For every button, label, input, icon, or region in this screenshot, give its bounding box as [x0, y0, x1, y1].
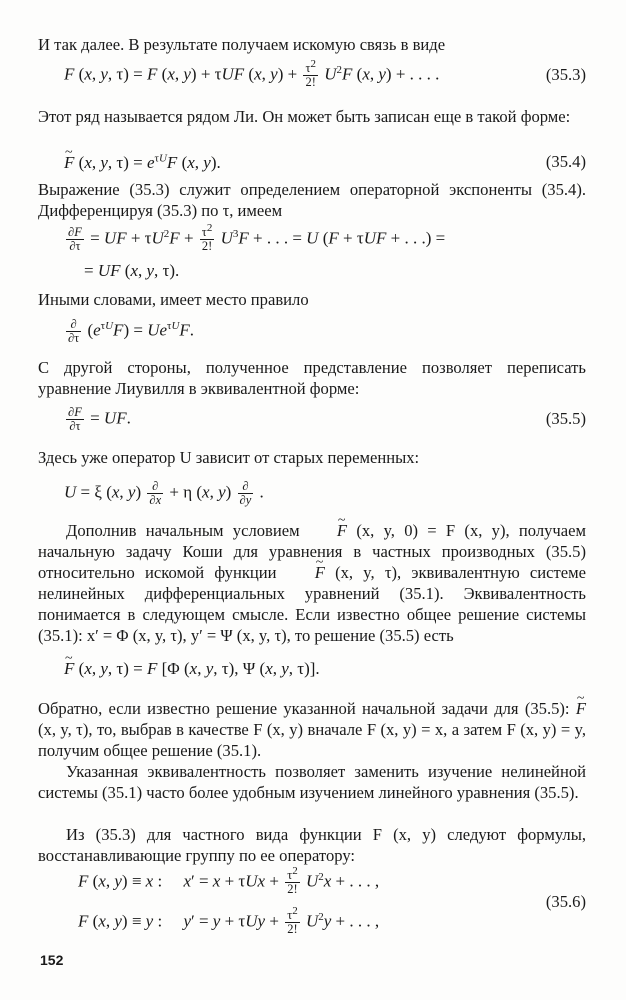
paragraph-8: Обратно, если известно решение указанной начальной задачи для (35.5): ~ F (x, y, τ), то, выбрав в качестве F (x, y) вначале F (x, y) = x, а затем F (x, y) = y, получим общее решение (35.1).: [38, 698, 586, 761]
paragraph-7: Дополнив начальным условием ~ F (x, y, 0) = F (x, y), получаем начальную задачу Коши для уравнения в частных производных (35.5) относительно искомой функции ~ F (x, y, τ), эквивалентную системе нелинейных дифференциальных уравнений (35.1). Эквивалентность понимается в следующем смысле. Если известно общее решение системы (35.1): x′ = Φ (x, y, τ), y′ = Ψ (x, y, τ), то решение (35.5) есть: [38, 520, 586, 646]
equation-number-35-5: (35.5): [545, 409, 586, 428]
rule-equation: $\frac{\partial}{\partial\tau}$ $(e^{\tau U}F) = Ue^{\tau U}F$.: [68, 317, 195, 345]
equation-35-4: ~ F (x, y, $\tau) = e^{\tau U}F$ (x, y).: [64, 152, 221, 174]
paragraph-5: С другой стороны, полученное представление позволяет переписать уравнение Лиувилля в эквивалентной форме:: [38, 358, 586, 398]
paragraph-6: Здесь уже оператор U зависит от старых переменных:: [38, 448, 420, 467]
paragraph-9: Указанная эквивалентность позволяет заменить изучение нелинейной системы (35.1) часто более удобным изучением линейного уравнения (35.5).: [38, 762, 586, 802]
general-solution-equation: ~ F (x, y, τ) = F [Φ (x, y, τ), Ψ (x, y, τ)].: [64, 658, 320, 680]
equation-35-6-line-2: F (x, y) ≡ y : y′ = y + τUy + $\frac{\tau^2}{2!}$ $U^2y$ + . . . ,: [78, 904, 380, 936]
equation-35-6-line-1: F (x, y) ≡ x : x′ = x + τUx + $\frac{\tau^2}{2!}$ $U^2x$ + . . . ,: [78, 864, 380, 896]
derivative-equation-line-2: = UF (x, y, τ).: [84, 261, 180, 280]
derivative-equation-line-1: $\frac{\partial F}{\partial\tau}$ = UF + $\tau U^2F$ + $\frac{\tau^2}{2!}$ $U^3F$ + . . . = U (F + τUF + . . .) =: [68, 221, 446, 253]
paragraph-1: И так далее. В результате получаем искомую связь в виде: [38, 35, 446, 54]
equation-number-35-4: (35.4): [545, 152, 586, 171]
paragraph-10: Из (35.3) для частного вида функции F (x, y) следуют формулы, восстанавливающие группу по ее оператору:: [38, 825, 586, 865]
equation-number-35-6: (35.6): [545, 892, 586, 911]
paragraph-2: Этот ряд называется рядом Ли. Он может быть записан еще в такой форме:: [38, 107, 571, 126]
equation-number-35-3: (35.3): [545, 65, 586, 84]
equation-35-5: $\frac{\partial F}{\partial\tau}$ = UF.: [68, 405, 131, 433]
operator-u-equation: U = ξ (x, y) $\frac{\partial}{\partial x}$ + η (x, y) $\frac{\partial}{\partial y}$ .: [64, 479, 264, 507]
paragraph-3: Выражение (35.3) служит определением операторной экспоненты (35.4). Дифференцируя (35.3) по τ, имеем: [38, 180, 586, 220]
equation-35-3: F (x, y, τ) = F (x, y) + τUF (x, y) + $\frac{\tau^2}{2!}$ $U^2F$ (x, y) + . . . .: [64, 57, 440, 89]
page-number: 152: [40, 952, 64, 968]
paragraph-4: Иными словами, имеет место правило: [38, 290, 309, 309]
